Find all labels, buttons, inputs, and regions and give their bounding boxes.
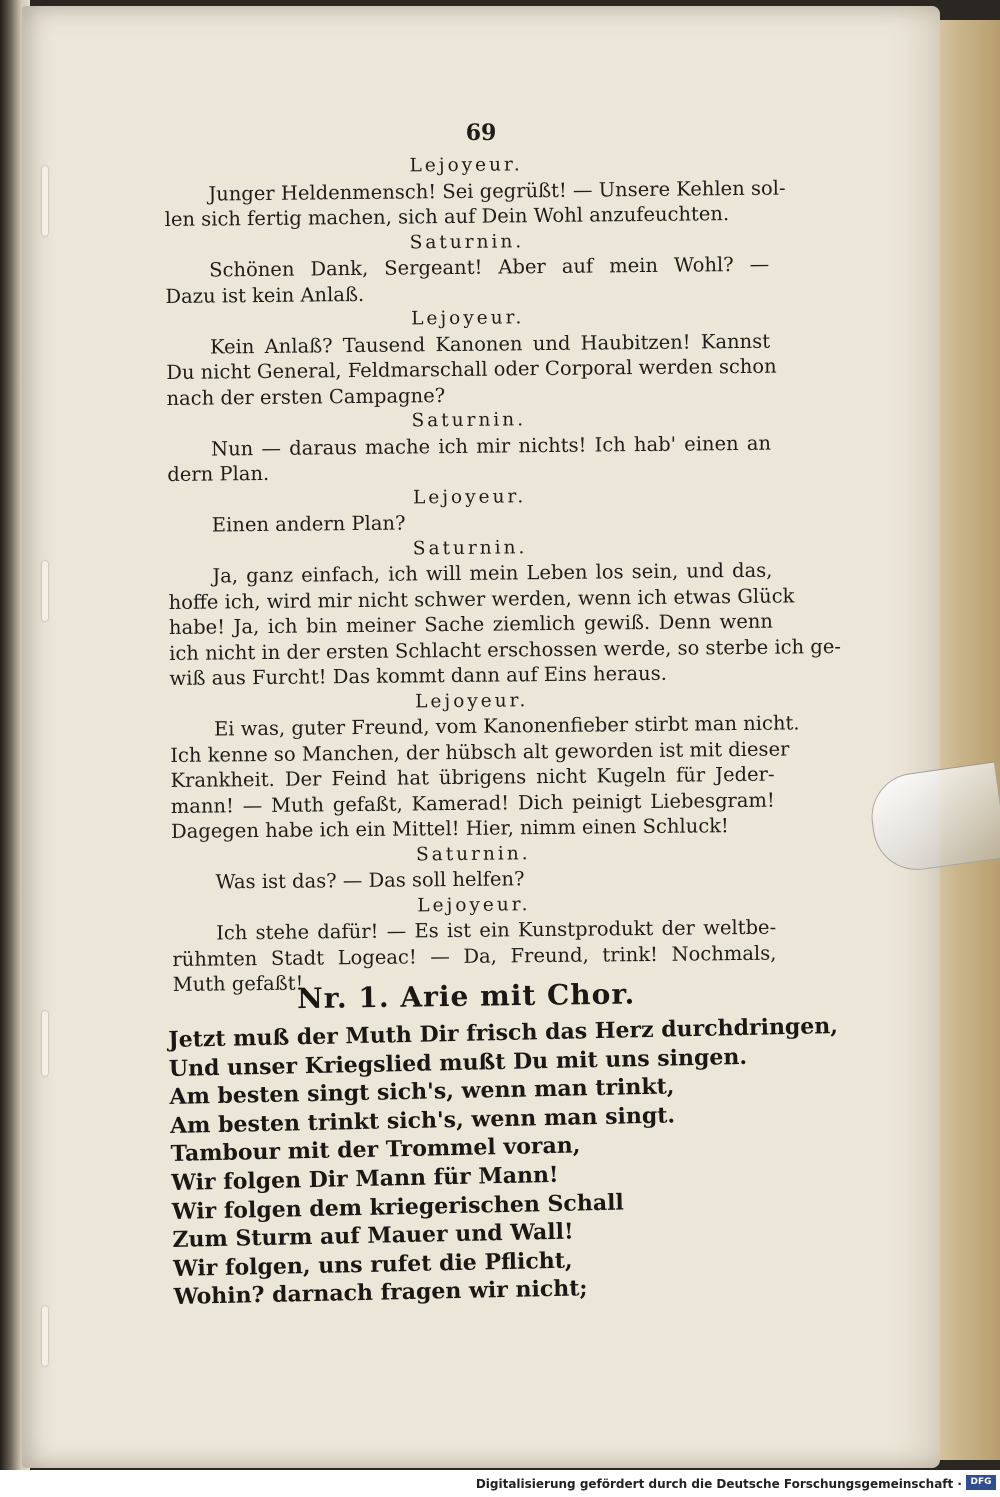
text-line: wiß aus Furcht! Das kommt dann auf Eins heraus. bbox=[169, 661, 667, 690]
text-line: habe! Ja, ich bin meiner Sache ziemlich gewiß. Denn wenn bbox=[168, 609, 774, 639]
dialogue-block bbox=[168, 532, 842, 691]
text-line: Junger Heldenmensch! Sei gegrüßt! — Unsere Kehlen sol- bbox=[208, 175, 786, 206]
text-line: Dazu ist kein Anlaß. bbox=[165, 282, 365, 308]
binding-thread bbox=[42, 561, 48, 621]
dialogue-block bbox=[165, 226, 770, 309]
text-line: nach der ersten Campagne? bbox=[166, 383, 446, 410]
dfg-logo: DFG bbox=[966, 1475, 996, 1490]
text-line: Einen andern Plan? bbox=[211, 511, 406, 537]
speaker-name: Lejoyeur. bbox=[409, 154, 523, 177]
verse-line: Und unser Kriegslied mußt Du mit uns singen. bbox=[168, 1043, 748, 1082]
dialogue-block bbox=[167, 405, 772, 488]
text-line: len sich fertig machen, sich auf Dein Wohl anzufeuchten. bbox=[164, 202, 730, 231]
speaker-name: Lejoyeur. bbox=[411, 307, 525, 330]
speaker-name: Lejoyeur. bbox=[415, 689, 529, 712]
text-line: Was ist das? — Das soll helfen? bbox=[215, 867, 525, 894]
text-line: Ja, ganz einfach, ich will mein Leben los sein, und das, bbox=[212, 558, 773, 588]
verse-line: Wir folgen, uns rufet die Pflicht, bbox=[172, 1247, 573, 1282]
verse-line: Tambour mit der Trommel voran, bbox=[170, 1132, 581, 1168]
dialogue-block bbox=[170, 685, 800, 844]
dialogue-block bbox=[164, 150, 786, 233]
text-line: Du nicht General, Feldmarschall oder Corporal werden schon bbox=[166, 354, 777, 384]
text-line: Nun — daraus mache ich mir nichts! Ich hab' einen an bbox=[210, 431, 772, 461]
speaker-name: Saturnin. bbox=[411, 409, 527, 432]
text-line: Kein Anlaß? Tausend Kanonen und Haubitzen! Kannst bbox=[209, 329, 771, 359]
text-line: ich nicht in der ersten Schlacht erschossen werde, so sterbe ich ge- bbox=[169, 634, 842, 665]
footer-bar bbox=[0, 1470, 1000, 1497]
text-line: Ich kenne so Manchen, der hübsch alt geworden ist mit dieser bbox=[170, 736, 790, 767]
dialogue-body bbox=[164, 150, 842, 998]
page-stack-edge bbox=[930, 20, 1000, 1460]
text-line: Schönen Dank, Sergeant! Aber auf mein Wohl? — bbox=[209, 252, 770, 282]
text-line: hoffe ich, wird mir nicht schwer werden, wenn ich etwas Glück bbox=[168, 583, 795, 614]
text-line: rühmten Stadt Logeac! — Da, Freund, trink! Nochmals, bbox=[172, 941, 777, 971]
verse-line: Wohin? darnach fragen wir nicht; bbox=[173, 1275, 588, 1311]
verse-line: Am besten trinkt sich's, wenn man singt. bbox=[169, 1102, 676, 1139]
text-line: Ich stehe dafür! — Es ist ein Kunstprodukt der weltbe- bbox=[216, 915, 777, 945]
text-line: Muth gefaßt! bbox=[172, 971, 304, 996]
speaker-name: Lejoyeur. bbox=[412, 485, 527, 508]
dialogue-block bbox=[167, 481, 772, 538]
dialogue-block bbox=[171, 838, 776, 895]
text-line: Ei was, guter Freund, vom Kanonenfieber stirbt man nicht. bbox=[213, 711, 800, 741]
aria-heading: Nr. 1. Arie mit Chor. bbox=[296, 977, 636, 1016]
speaker-name: Lejoyeur. bbox=[417, 893, 531, 916]
speaker-name: Saturnin. bbox=[415, 842, 531, 865]
text-line: Krankheit. Der Feind hat übrigens nicht Kugeln für Jeder- bbox=[170, 762, 775, 792]
verse-line: Zum Sturm auf Mauer und Wall! bbox=[172, 1218, 574, 1254]
dialogue-block bbox=[166, 303, 777, 411]
binding-thread bbox=[42, 166, 48, 236]
verse-line: Am besten singt sich's, wenn man trinkt, bbox=[169, 1073, 675, 1111]
text-line: dern Plan. bbox=[167, 461, 270, 486]
aria-verses bbox=[168, 1012, 839, 1311]
text-line: mann! — Muth gefaßt, Kamerad! Dich peinigt Liebesgram! bbox=[170, 788, 775, 818]
verse-line: Jetzt muß der Muth Dir frisch das Herz durchdringen, bbox=[168, 1012, 839, 1053]
binding-thread bbox=[42, 1306, 48, 1366]
binding-thread bbox=[42, 1011, 48, 1076]
verse-line: Wir folgen Dir Mann für Mann! bbox=[171, 1161, 559, 1196]
speaker-name: Saturnin. bbox=[409, 230, 525, 253]
verse-line: Wir folgen dem kriegerischen Schall bbox=[171, 1189, 625, 1225]
text-line: Dagegen habe ich ein Mittel! Hier, nimm einen Schluck! bbox=[170, 814, 729, 843]
page-number: 69 bbox=[465, 120, 497, 146]
speaker-name: Saturnin. bbox=[412, 536, 528, 559]
funding-note: Digitalisierung gefördert durch die Deutsche Forschungsgemeinschaft · bbox=[475, 1477, 962, 1491]
